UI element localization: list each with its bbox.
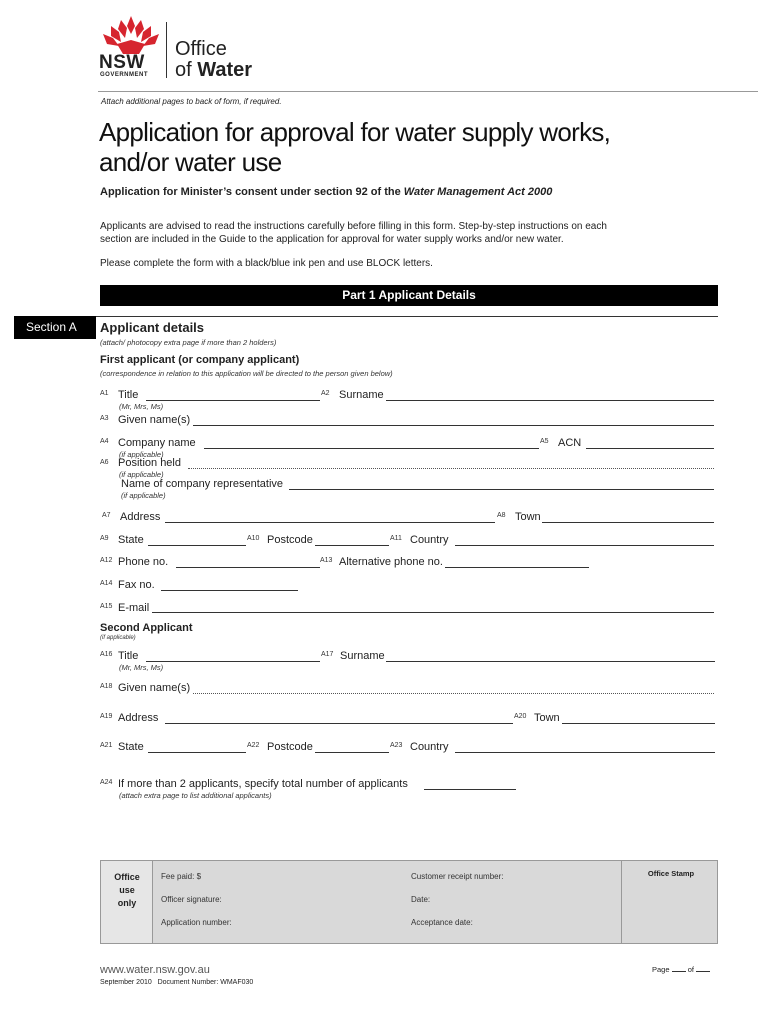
of-text: of [175, 59, 192, 81]
office-of-water-title: Office [175, 38, 227, 60]
part1-banner [100, 285, 718, 306]
a18-given-names-label: Given name(s) [118, 682, 191, 694]
a13-alt-phone-field[interactable] [445, 567, 589, 568]
a14-fax-label: Fax no. [118, 579, 155, 591]
a14-number: A14 [100, 580, 113, 587]
a23-number: A23 [390, 742, 403, 749]
a11-number: A11 [390, 535, 402, 542]
a5-number: A5 [540, 438, 549, 445]
office-of-water-line2 [175, 59, 252, 82]
section-a-rule [96, 316, 718, 317]
a7-number: A7 [102, 512, 111, 519]
a17-surname-label: Surname [340, 650, 385, 662]
second-applicant-heading: Second Applicant [100, 622, 193, 634]
company-rep-label: Name of company representative [121, 478, 284, 490]
a22-postcode-label: Postcode [267, 741, 313, 753]
a4-company-name-field[interactable] [204, 448, 539, 449]
footer-page-number [652, 965, 710, 974]
a19-address-label: Address [118, 712, 159, 724]
a9-state-label: State [118, 534, 144, 546]
a24-number: A24 [100, 779, 113, 786]
a9-state-field[interactable] [148, 545, 246, 546]
second-applicant-note: (if applicable) [100, 635, 136, 641]
a4-company-hint: (if applicable) [119, 450, 164, 459]
a4-company-name-label: Company name [118, 437, 196, 449]
a21-state-field[interactable] [148, 752, 246, 753]
a11-country-field[interactable] [455, 545, 714, 546]
a1-title-hint: (Mr, Mrs, Ms) [119, 402, 164, 411]
date-label: Date: [411, 895, 431, 904]
application-number-label: Application number: [161, 918, 232, 927]
a1-title-label: Title [118, 389, 139, 401]
fee-paid-label: Fee paid: $ [161, 872, 202, 881]
a18-given-names-field[interactable] [193, 693, 714, 694]
office-use-label-line3: only [117, 898, 137, 908]
a20-town-label: Town [534, 712, 560, 724]
attach-note: Attach additional pages to back of form, if required. [101, 97, 282, 106]
a17-number: A17 [321, 651, 334, 658]
a15-email-label: E-mail [118, 602, 150, 614]
a16-title-hint: (Mr, Mrs, Ms) [119, 663, 164, 672]
a20-town-field[interactable] [562, 723, 715, 724]
a6-position-field[interactable] [188, 468, 714, 469]
a18-number: A18 [100, 683, 113, 690]
office-use-label-line1: Office [114, 872, 140, 882]
a7-address-field[interactable] [165, 522, 495, 523]
a19-number: A19 [100, 713, 113, 720]
a13-number: A13 [320, 557, 333, 564]
a5-acn-field[interactable] [586, 448, 714, 449]
acceptance-date-label: Acceptance date: [411, 918, 473, 927]
a24-applicants-hint: (attach extra page to list additional applicants) [119, 791, 272, 800]
form-title-line1: Application for approval for water supply works, [99, 117, 611, 147]
a3-number: A3 [100, 415, 109, 422]
page-number-field[interactable] [672, 971, 686, 972]
a22-postcode-field[interactable] [315, 752, 389, 753]
company-rep-field[interactable] [289, 489, 714, 490]
a21-state-label: State [118, 741, 144, 753]
a3-given-names-field[interactable] [193, 425, 714, 426]
a9-number: A9 [100, 535, 109, 542]
a6-position-label: Position held [118, 457, 181, 469]
a12-number: A12 [100, 557, 113, 564]
office-use-table [100, 860, 718, 944]
a14-fax-field[interactable] [161, 590, 298, 591]
a2-surname-label: Surname [339, 389, 384, 401]
a2-surname-field[interactable] [386, 400, 714, 401]
a16-title-field[interactable] [146, 661, 320, 662]
customer-receipt-label: Customer receipt number: [411, 872, 504, 881]
a20-number: A20 [514, 713, 527, 720]
a24-applicants-field[interactable] [424, 789, 516, 790]
a10-postcode-label: Postcode [267, 534, 313, 546]
company-rep-hint: (if applicable) [121, 491, 166, 500]
a6-position-hint: (if applicable) [119, 470, 164, 479]
a4-number: A4 [100, 438, 109, 445]
a10-postcode-field[interactable] [315, 545, 389, 546]
a1-title-field[interactable] [146, 400, 320, 401]
total-pages-field[interactable] [696, 971, 710, 972]
form-title-line2: and/or water use [99, 147, 282, 177]
first-applicant-note: (correspondence in relation to this application will be directed to the person given below) [100, 369, 393, 378]
a22-number: A22 [247, 742, 260, 749]
waratah-logo-icon [99, 14, 163, 56]
part1-banner-text: Part 1 Applicant Details [342, 288, 476, 302]
of-label: of [687, 965, 694, 974]
a16-title-label: Title [118, 650, 139, 662]
a23-country-field[interactable] [455, 752, 715, 753]
a10-number: A10 [247, 535, 260, 542]
a3-given-names-label: Given name(s) [118, 414, 191, 426]
section-a-tab [14, 316, 96, 339]
office-stamp-box [621, 861, 719, 943]
applicant-details-note: (attach/ photocopy extra page if more than 2 holders) [100, 338, 277, 347]
a21-number: A21 [100, 742, 113, 749]
header-rule [98, 91, 758, 92]
a13-alt-phone-label: Alternative phone no. [339, 556, 443, 568]
footer-website: www.water.nsw.gov.au [100, 964, 210, 976]
intro-para2: Please complete the form with a black/blue ink pen and use BLOCK letters. [100, 258, 433, 269]
a24-applicants-label: If more than 2 applicants, specify total number of applicants [118, 778, 408, 790]
intro-para1-line2: section are included in the Guide to the application for approval for water supply works and/or new water. [100, 234, 564, 245]
a17-surname-field[interactable] [386, 661, 715, 662]
office-use-label-line2: use [119, 885, 135, 895]
a16-number: A16 [100, 651, 113, 658]
applicant-details-heading: Applicant details [100, 320, 205, 335]
water-text: Water [197, 59, 253, 81]
a11-country-label: Country [410, 534, 449, 546]
a8-town-field[interactable] [542, 522, 714, 523]
a1-number: A1 [100, 390, 109, 397]
first-applicant-heading: First applicant (or company applicant) [100, 354, 300, 366]
government-logo-text: GOVERNMENT [100, 72, 149, 78]
a8-number: A8 [497, 512, 506, 519]
a8-town-label: Town [515, 511, 541, 523]
logo-divider [166, 22, 167, 78]
section-a-tab-text: Section A [26, 320, 77, 334]
a2-number: A2 [321, 390, 330, 397]
subtitle-act: Water Management Act 2000 [403, 186, 553, 198]
office-use-label-column [101, 861, 153, 943]
subtitle-prefix: Application for Minister’s consent under section 92 of the [100, 186, 404, 198]
a23-country-label: Country [410, 741, 449, 753]
a7-address-label: Address [120, 511, 161, 523]
nsw-logo-text: NSW [99, 52, 145, 73]
form-subtitle [100, 186, 552, 198]
a12-phone-field[interactable] [176, 567, 320, 568]
a6-number: A6 [100, 459, 109, 466]
a12-phone-label: Phone no. [118, 556, 169, 568]
page-label: Page [652, 965, 670, 974]
a19-address-field[interactable] [165, 723, 513, 724]
a5-acn-label: ACN [558, 437, 582, 449]
office-stamp-label: Office Stamp [647, 869, 695, 878]
intro-para1-line1: Applicants are advised to read the instructions carefully before filling in this form. Step-by-step instructions on each [100, 221, 607, 232]
a15-number: A15 [100, 603, 113, 610]
a15-email-field[interactable] [152, 612, 714, 613]
officer-signature-label: Officer signature: [161, 895, 222, 904]
footer-doc-info: September 2010 Document Number: WMAF030 [100, 979, 254, 986]
